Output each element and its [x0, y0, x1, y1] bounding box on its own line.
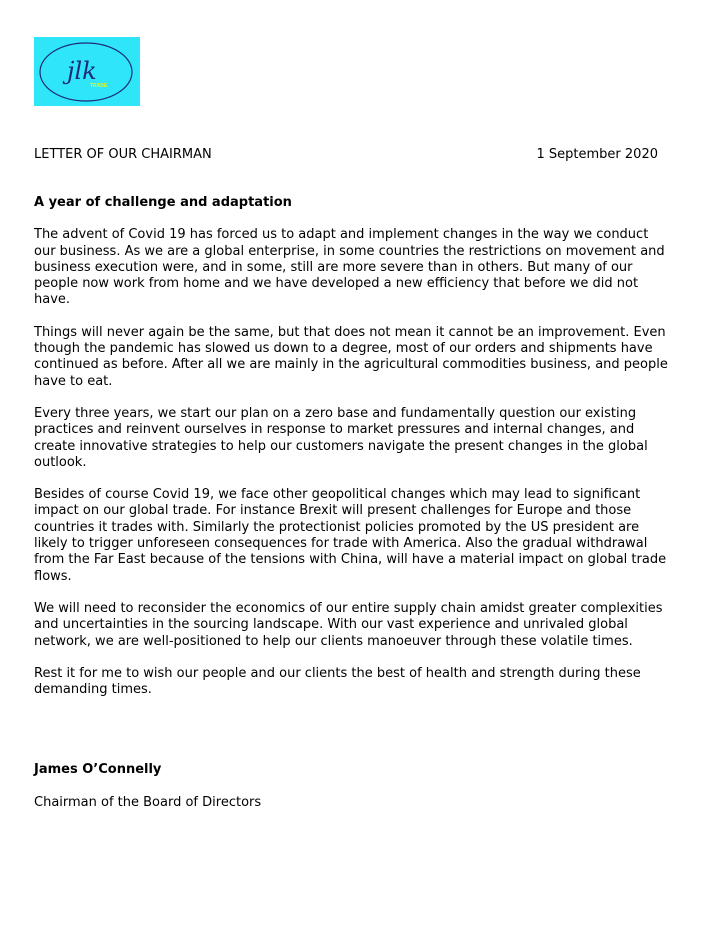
letter-body	[34, 195, 668, 714]
signatory-name: James O’Connelly	[34, 762, 162, 777]
logo-subtext: TRADE	[90, 83, 108, 89]
company-logo	[34, 37, 140, 106]
letter-subject: A year of challenge and adaptation	[34, 195, 292, 210]
logo-wordmark: jlk	[67, 57, 97, 85]
paragraph-5: We will need to reconsider the economics of our entire supply chain amidst greater complexities and uncertainties in the sourcing landscape. With our vast experience and unrivaled global network, we are well-positioned to help our clients manoeuver through these volatile times.	[34, 600, 663, 649]
signatory-title: Chairman of the Board of Directors	[34, 795, 262, 810]
paragraph-4: Besides of course Covid 19, we face other geopolitical changes which may lead to significant impact on our global trade. For instance Brexit will present challenges for Europe and those countries it trades with. Similarly the protectionist policies promoted by the US president are likely to trigger unforeseen consequences for trade with America. Also the gradual withdrawal from the Far East because of the tensions with China, will have a material impact on global trade flows.	[34, 487, 667, 584]
paragraph-1: The advent of Covid 19 has forced us to adapt and implement changes in the way we conduct our business. As we are a global enterprise, in some countries the restrictions on movement and business execution were, and in some, still are more severe than in others. But many of our people now work from home and we have developed a new efficiency that before we did not have.	[34, 227, 665, 308]
letter-date: 1 September 2020	[536, 147, 658, 162]
signature-block	[34, 761, 261, 811]
letter-heading: LETTER OF OUR CHAIRMAN	[34, 147, 212, 162]
paragraph-3: Every three years, we start our plan on a zero base and fundamentally question our existing practices and reinvent ourselves in response to market pressures and internal changes, and create innovative strategies to help our customers navigate the present changes in the global outlook.	[34, 405, 648, 470]
paragraph-2: Things will never again be the same, but that does not mean it cannot be an improvement. Even though the pandemic has slowed us down to a degree, most of our orders and shipments have continued as before. After all we are mainly in the agricultural commodities business, and people have to eat.	[34, 324, 668, 389]
letter-heading-row	[34, 146, 658, 163]
logo-graphic	[34, 37, 140, 106]
paragraph-6: Rest it for me to wish our people and our clients the best of health and strength during these demanding times.	[34, 665, 641, 698]
